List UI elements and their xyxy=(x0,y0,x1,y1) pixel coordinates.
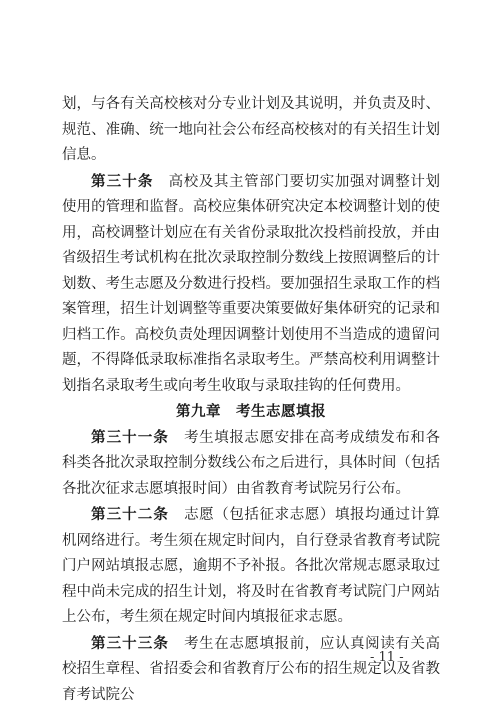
article-30-title: 第三十条 xyxy=(91,173,153,190)
article-30 xyxy=(62,169,440,400)
article-32-text: 志愿（包括征求志愿）填报均通过计算机网络进行。考生须在规定时间内，自行登录省教育考试院门户网站填报志愿，逾期不予补报。各批次常规志愿录取过程中尚未完成的招生计划，将及时在省教育考试院门户网站上公布，考生须在规定时间内填报征求志愿。 xyxy=(62,507,440,625)
document-body xyxy=(62,92,440,708)
article-33-title: 第三十三条 xyxy=(91,635,169,652)
paragraph-continuation: 划，与各有关高校核对分专业计划及其说明，并负责及时、规范、准确、统一地向社会公布经高校核对的有关招生计划信息。 xyxy=(62,92,440,169)
article-31 xyxy=(62,425,440,503)
article-32-title: 第三十二条 xyxy=(91,506,169,523)
chapter-heading: 第九章 考生志愿填报 xyxy=(62,399,440,425)
article-31-text: 考生填报志愿安排在高考成绩发布和各科类各批次录取控制分数线公布之后进行，具体时间（包括各批次征求志愿填报时间）由省教育考试院另行公布。 xyxy=(62,430,440,497)
article-30-text: 高校及其主管部门要切实加强对调整计划使用的管理和监督。高校应集体研究决定本校调整计划的使用，高校调整计划应在有关省份录取批次投档前投放，并由省级招生考试机构在批次录取控制分数线上按照调整后的计划数、考生志愿及分数进行投档。要加强招生录取工作的档案管理，招生计划调整等重要决策要做好集体研究的记录和归档工作。高校负责处理因调整计划使用不当造成的遗留问题，不得降低录取标准指名录取考生。严禁高校利用调整计划指名录取考生或向考生收取与录取挂钩的任何费用。 xyxy=(62,174,440,394)
article-33 xyxy=(62,631,440,708)
article-31-title: 第三十一条 xyxy=(91,429,169,446)
article-32 xyxy=(62,502,440,631)
page-number: - 11 - xyxy=(370,650,404,665)
article-33-text: 考生在志愿填报前，应认真阅读有关高校招生章程、省招委会和省教育厅公布的招生规定以及省教育考试院公 xyxy=(62,636,440,703)
